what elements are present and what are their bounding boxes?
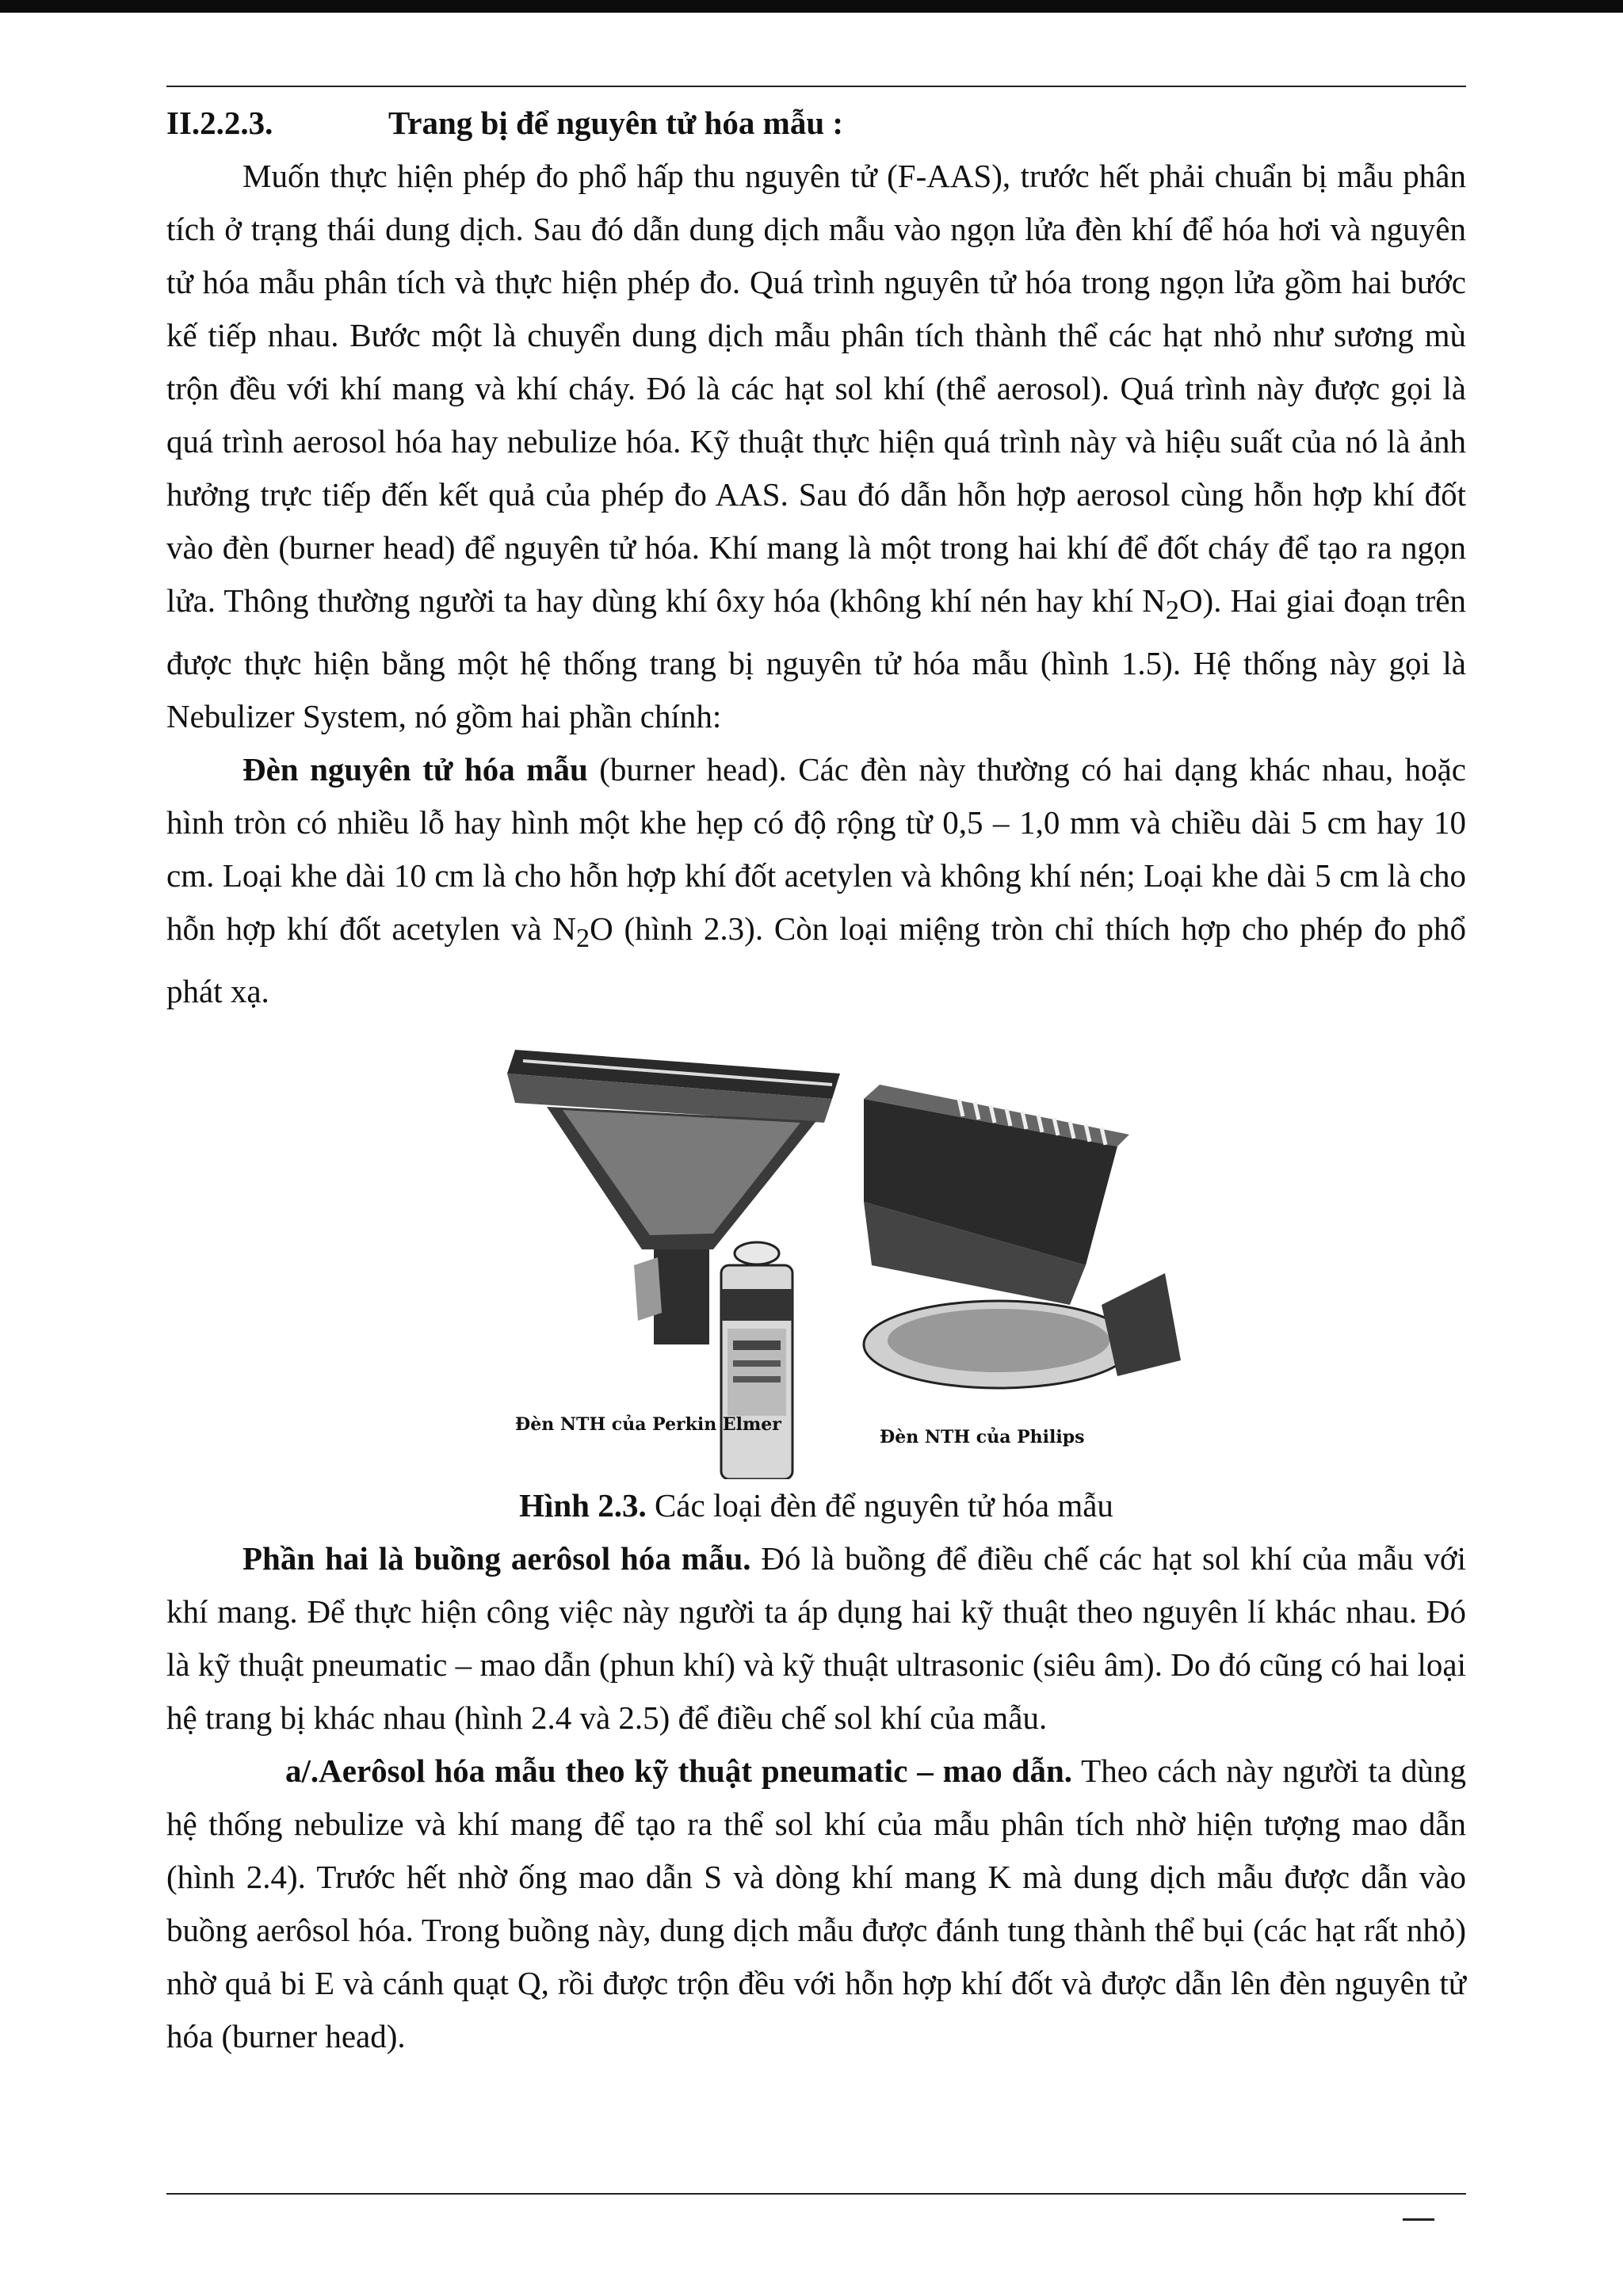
paragraph-pneumatic bbox=[166, 1745, 1466, 2063]
paragraph-intro bbox=[166, 150, 1466, 743]
philips-burner-icon bbox=[864, 1085, 1181, 1388]
footer-rule bbox=[166, 2193, 1466, 2195]
figure-label-perkin-elmer: Đèn NTH của Perkin Elmer bbox=[515, 1414, 781, 1436]
figure-burner-heads bbox=[166, 1028, 1466, 1479]
burner-head-term: Đèn nguyên tử hóa mẫu bbox=[242, 751, 588, 788]
document-page bbox=[166, 97, 1466, 2063]
header-rule bbox=[166, 86, 1466, 87]
section-title: Trang bị để nguyên tử hóa mẫu : bbox=[388, 105, 844, 141]
pneumatic-term: a/.Aerôsol hóa mẫu theo kỹ thuật pneumatic – mao dẫn. bbox=[285, 1753, 1073, 1790]
figure-label-philips: Đèn NTH của Philips bbox=[880, 1427, 1085, 1448]
burner-head-text: (burner head). Các đèn này thường có hai dạng khác nhau, hoặc hình tròn có nhiều lỗ hay hình một khe hẹp có độ rộng từ 0,5 – 1,0 mm và chiều dài 5 cm hay 10 cm. Loại khe dài 10 cm là cho hỗn hợp khí đốt acetylen và không khí nén; Loại khe dài 5 cm là cho hỗn hợp khí đốt acetylen và N bbox=[166, 751, 1466, 948]
page-mark bbox=[1403, 2218, 1434, 2221]
top-border bbox=[0, 0, 1623, 13]
chem-n: N bbox=[1142, 582, 1166, 619]
paragraph-intro-text: Muốn thực hiện phép đo phổ hấp thu nguyên tử (F-AAS), trước hết phải chuẩn bị mẫu phân tích ở trạng thái dung dịch. Sau đó dẫn dung dịch mẫu vào ngọn lửa đèn khí để hóa hơi và nguyên tử hóa mẫu phân tích và thực hiện phép đo. Quá trình nguyên tử hóa trong ngọn lửa gồm hai bước kế tiếp nhau. Bước một là chuyển dung dịch mẫu phân tích thành thể các hạt nhỏ như sương mù trộn đều với khí mang và khí cháy. Đó là các hạt sol khí (thể aerosol). Quá trình này được gọi là quá trình aerosol hóa hay nebulize hóa. Kỹ thuật thực hiện quá trình này và hiệu suất của nó là ảnh hưởng trực tiếp đến kết quả của phép đo AAS. Sau đó dẫn hỗn hợp aerosol cùng hỗn hợp khí đốt vào đèn (burner head) để nguyên tử hóa. Khí mang là một trong hai khí để đốt cháy để tạo ra ngọn lửa. Thông thường người ta hay dùng khí ôxy hóa (không khí nén hay khí bbox=[166, 158, 1466, 619]
burner-head-end: O (hình 2.3). Còn loại miệng tròn chỉ thích hợp cho phép đo phổ phát xạ. bbox=[166, 910, 1466, 1010]
aerosol-chamber-text: Đó là buồng để điều chế các hạt sol khí của mẫu với khí mang. Để thực hiện công việc này người ta áp dụng hai kỹ thuật theo nguyên lí khác nhau. Đó là kỹ thuật pneumatic – mao dẫn (phun khí) và kỹ thuật ultrasonic (siêu âm). Do đó cũng có hai loại hệ trang bị khác nhau (hình 2.4 và 2.5) để điều chế sol khí của mẫu. bbox=[166, 1540, 1467, 1737]
chem-subscript: 2 bbox=[575, 924, 590, 954]
burner-illustration bbox=[166, 1028, 1466, 1479]
pneumatic-text: Theo cách này người ta dùng hệ thống nebulize và khí mang để tạo ra thể sol khí của mẫu phân tích nhờ hiện tượng mao dẫn (hình 2.4). Trước hết nhờ ống mao dẫn S và dòng khí mang K mà dung dịch mẫu được dẫn vào buồng aerôsol hóa. Trong buồng này, dung dịch mẫu được đánh tung thành thể bụi (các hạt rất nhỏ) nhờ quả bi E và cánh quạt Q, rồi được trộn đều với hỗn hợp khí đốt và được dẫn lên đèn nguyên tử hóa (burner head). bbox=[166, 1753, 1466, 2055]
figure-caption-number: Hình 2.3. bbox=[519, 1487, 647, 1524]
paragraph-burner-head bbox=[166, 743, 1466, 1018]
paragraph-intro-end: O). Hai giai đoạn trên được thực hiện bằng một hệ thống trang bị nguyên tử hóa mẫu (hình 1.5). Hệ thống này gọi là Nebulizer System, nó gồm hai phần chính: bbox=[166, 582, 1466, 735]
figure-caption-text: Các loại đèn để nguyên tử hóa mẫu bbox=[646, 1487, 1113, 1524]
chem-subscript: 2 bbox=[1165, 596, 1179, 626]
figure-caption bbox=[166, 1479, 1466, 1532]
section-heading bbox=[166, 97, 1466, 150]
paragraph-aerosol-chamber bbox=[166, 1532, 1466, 1745]
section-number: II.2.2.3. bbox=[166, 105, 273, 141]
aerosol-chamber-term: Phần hai là buồng aerôsol hóa mẫu. bbox=[242, 1540, 751, 1577]
